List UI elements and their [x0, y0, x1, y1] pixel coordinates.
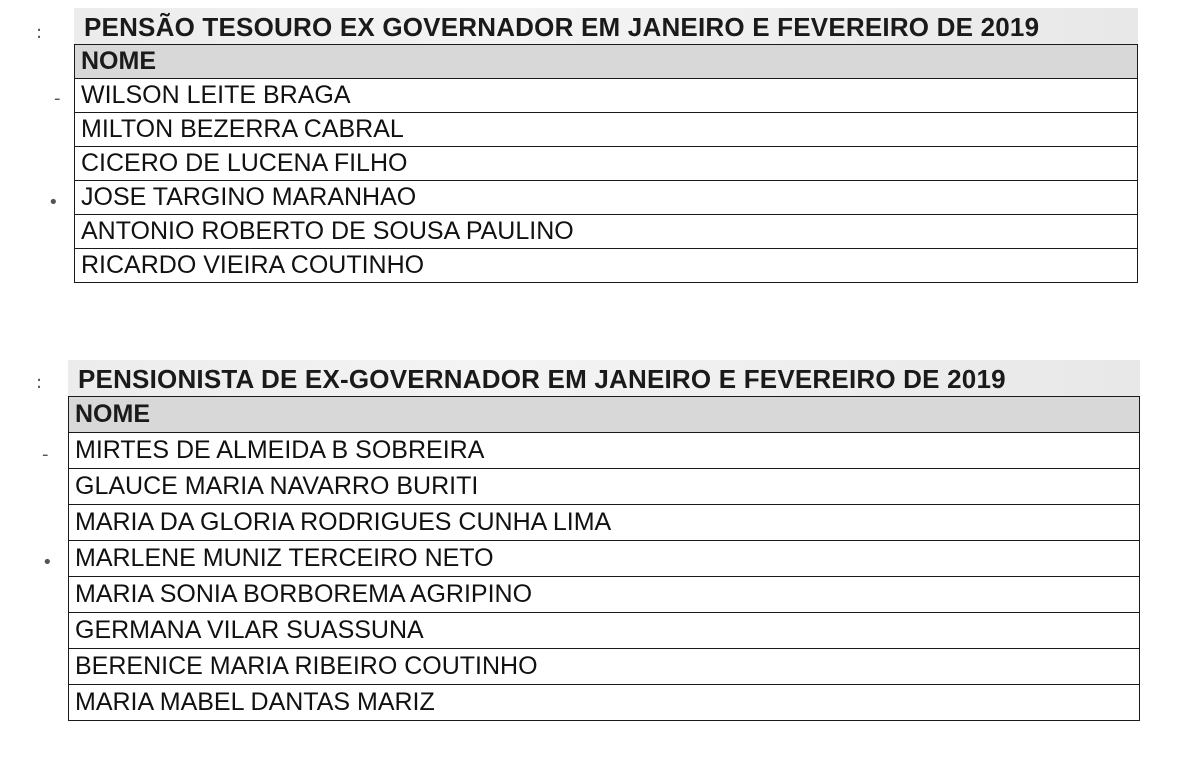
name-cell: MARIA MABEL DANTAS MARIZ — [69, 685, 1140, 721]
pensioner-section — [68, 360, 1140, 721]
name-cell: CICERO DE LUCENA FILHO — [75, 147, 1138, 181]
margin-mark: • — [42, 552, 53, 573]
table-row — [75, 249, 1138, 283]
table-row — [69, 433, 1140, 469]
name-cell: MARLENE MUNIZ TERCEIRO NETO — [69, 541, 1140, 577]
table-row — [69, 577, 1140, 613]
column-header-nome: NOME — [69, 397, 1140, 433]
margin-mark: : — [36, 22, 43, 43]
table-row — [75, 181, 1138, 215]
name-cell: RICARDO VIEIRA COUTINHO — [75, 249, 1138, 283]
column-header-nome: NOME — [75, 45, 1138, 79]
name-cell: BERENICE MARIA RIBEIRO COUTINHO — [69, 649, 1140, 685]
section-title: PENSÃO TESOURO EX GOVERNADOR EM JANEIRO E FEVEREIRO DE 2019 — [74, 8, 1138, 44]
name-cell: MIRTES DE ALMEIDA B SOBREIRA — [69, 433, 1140, 469]
section-title: PENSIONISTA DE EX-GOVERNADOR EM JANEIRO E FEVEREIRO DE 2019 — [68, 360, 1140, 396]
name-cell: JOSE TARGINO MARANHAO — [75, 181, 1138, 215]
header-row — [69, 397, 1140, 433]
name-cell: MILTON BEZERRA CABRAL — [75, 113, 1138, 147]
margin-mark: • — [48, 192, 59, 213]
margin-mark: - — [42, 444, 49, 465]
header-row — [75, 45, 1138, 79]
table-row — [75, 215, 1138, 249]
name-cell: ANTONIO ROBERTO DE SOUSA PAULINO — [75, 215, 1138, 249]
table-row — [69, 613, 1140, 649]
pension-treasury-section — [74, 8, 1138, 283]
name-cell: GLAUCE MARIA NAVARRO BURITI — [69, 469, 1140, 505]
names-table — [74, 44, 1138, 283]
table-row — [75, 113, 1138, 147]
margin-mark: - — [54, 88, 61, 109]
table-row — [69, 541, 1140, 577]
name-cell: MARIA DA GLORIA RODRIGUES CUNHA LIMA — [69, 505, 1140, 541]
name-cell: MARIA SONIA BORBOREMA AGRIPINO — [69, 577, 1140, 613]
table-row — [75, 147, 1138, 181]
table-row — [69, 685, 1140, 721]
table-row — [69, 469, 1140, 505]
names-table — [68, 396, 1140, 721]
table-row — [69, 649, 1140, 685]
table-row — [75, 79, 1138, 113]
table-row — [69, 505, 1140, 541]
name-cell: WILSON LEITE BRAGA — [75, 79, 1138, 113]
margin-mark: : — [36, 372, 43, 393]
name-cell: GERMANA VILAR SUASSUNA — [69, 613, 1140, 649]
